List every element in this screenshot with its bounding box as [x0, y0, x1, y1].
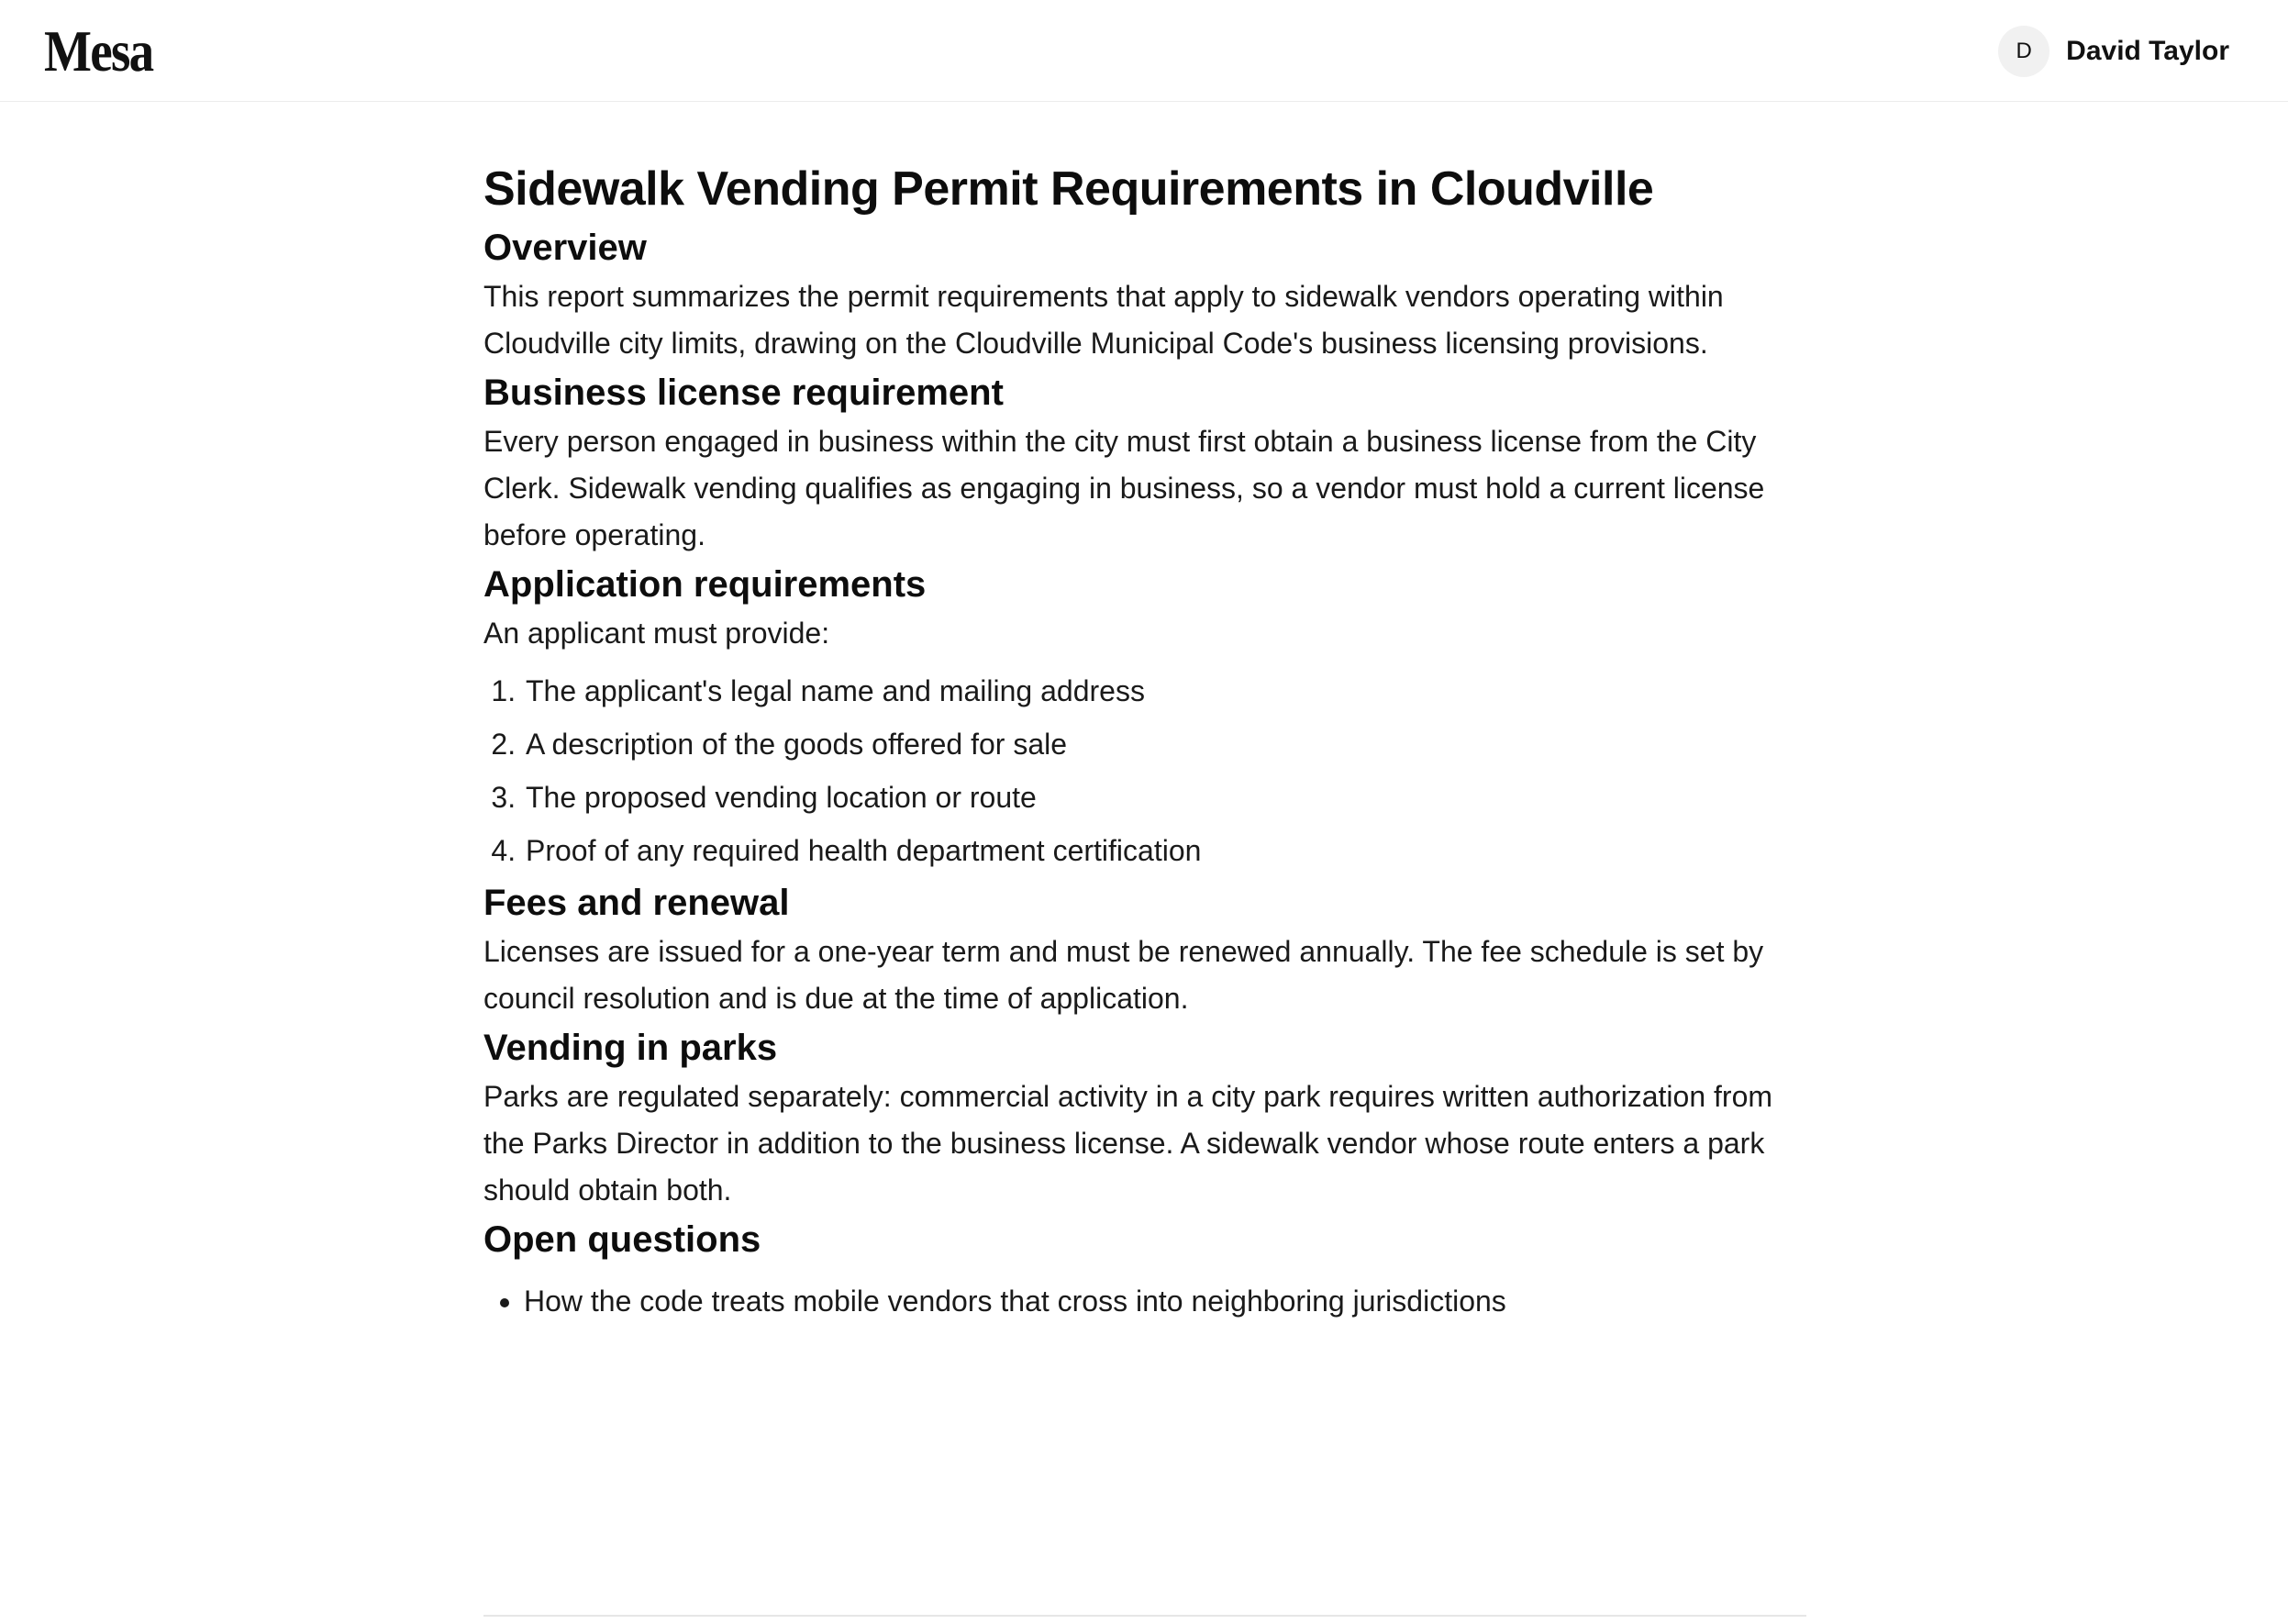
overview-heading: Overview: [483, 228, 647, 268]
parks-heading: Vending in parks: [483, 1028, 778, 1068]
business-license-text: Every person engaged in business within the city must first obtain a business license from the City Clerk. Sidewalk vending qualifies as engaging in business, so a vendor must hold a current license before operating.: [483, 425, 1765, 551]
user-menu[interactable]: [1998, 26, 2229, 77]
open-questions-list: [483, 1278, 1806, 1325]
list-item: 4. Proof of any required health department certification: [524, 824, 1806, 877]
application-requirements-list: [483, 664, 1806, 877]
top-bar: [0, 0, 2288, 102]
report-article: [483, 156, 1806, 1325]
fees-heading: Fees and renewal: [483, 883, 790, 923]
user-avatar[interactable]: D: [1998, 26, 2049, 77]
list-item: 1. The applicant's legal name and mailing address: [524, 664, 1806, 717]
application-heading: Application requirements: [483, 564, 927, 605]
parks-text: Parks are regulated separately: commercial activity in a city park requires written authorization from the Parks Director in addition to the business license. A sidewalk vendor whose route enters a park should obtain both.: [483, 1080, 1773, 1207]
overview-text: This report summarizes the permit requirements that apply to sidewalk vendors operating within Cloudville city limits, drawing on the Cloudville Municipal Code's business licensing provisions.: [483, 280, 1724, 360]
fees-text: Licenses are issued for a one-year term and must be renewed annually. The fee schedule is set by council resolution and is due at the time of application.: [483, 935, 1764, 1015]
content-divider: [483, 1615, 1806, 1617]
business-license-heading: Business license requirement: [483, 373, 1004, 413]
open-questions-heading: Open questions: [483, 1219, 761, 1260]
user-name[interactable]: David Taylor: [2066, 36, 2229, 66]
mesa-logo[interactable]: Mesa: [44, 18, 153, 83]
list-item: 3. The proposed vending location or route: [524, 771, 1806, 824]
list-item: • How the code treats mobile vendors that cross into neighboring jurisdictions: [524, 1278, 1806, 1325]
application-intro: An applicant must provide:: [483, 617, 830, 650]
page-title: Sidewalk Vending Permit Requirements in Cloudville: [483, 162, 1654, 216]
list-item: 2. A description of the goods offered for sale: [524, 717, 1806, 771]
